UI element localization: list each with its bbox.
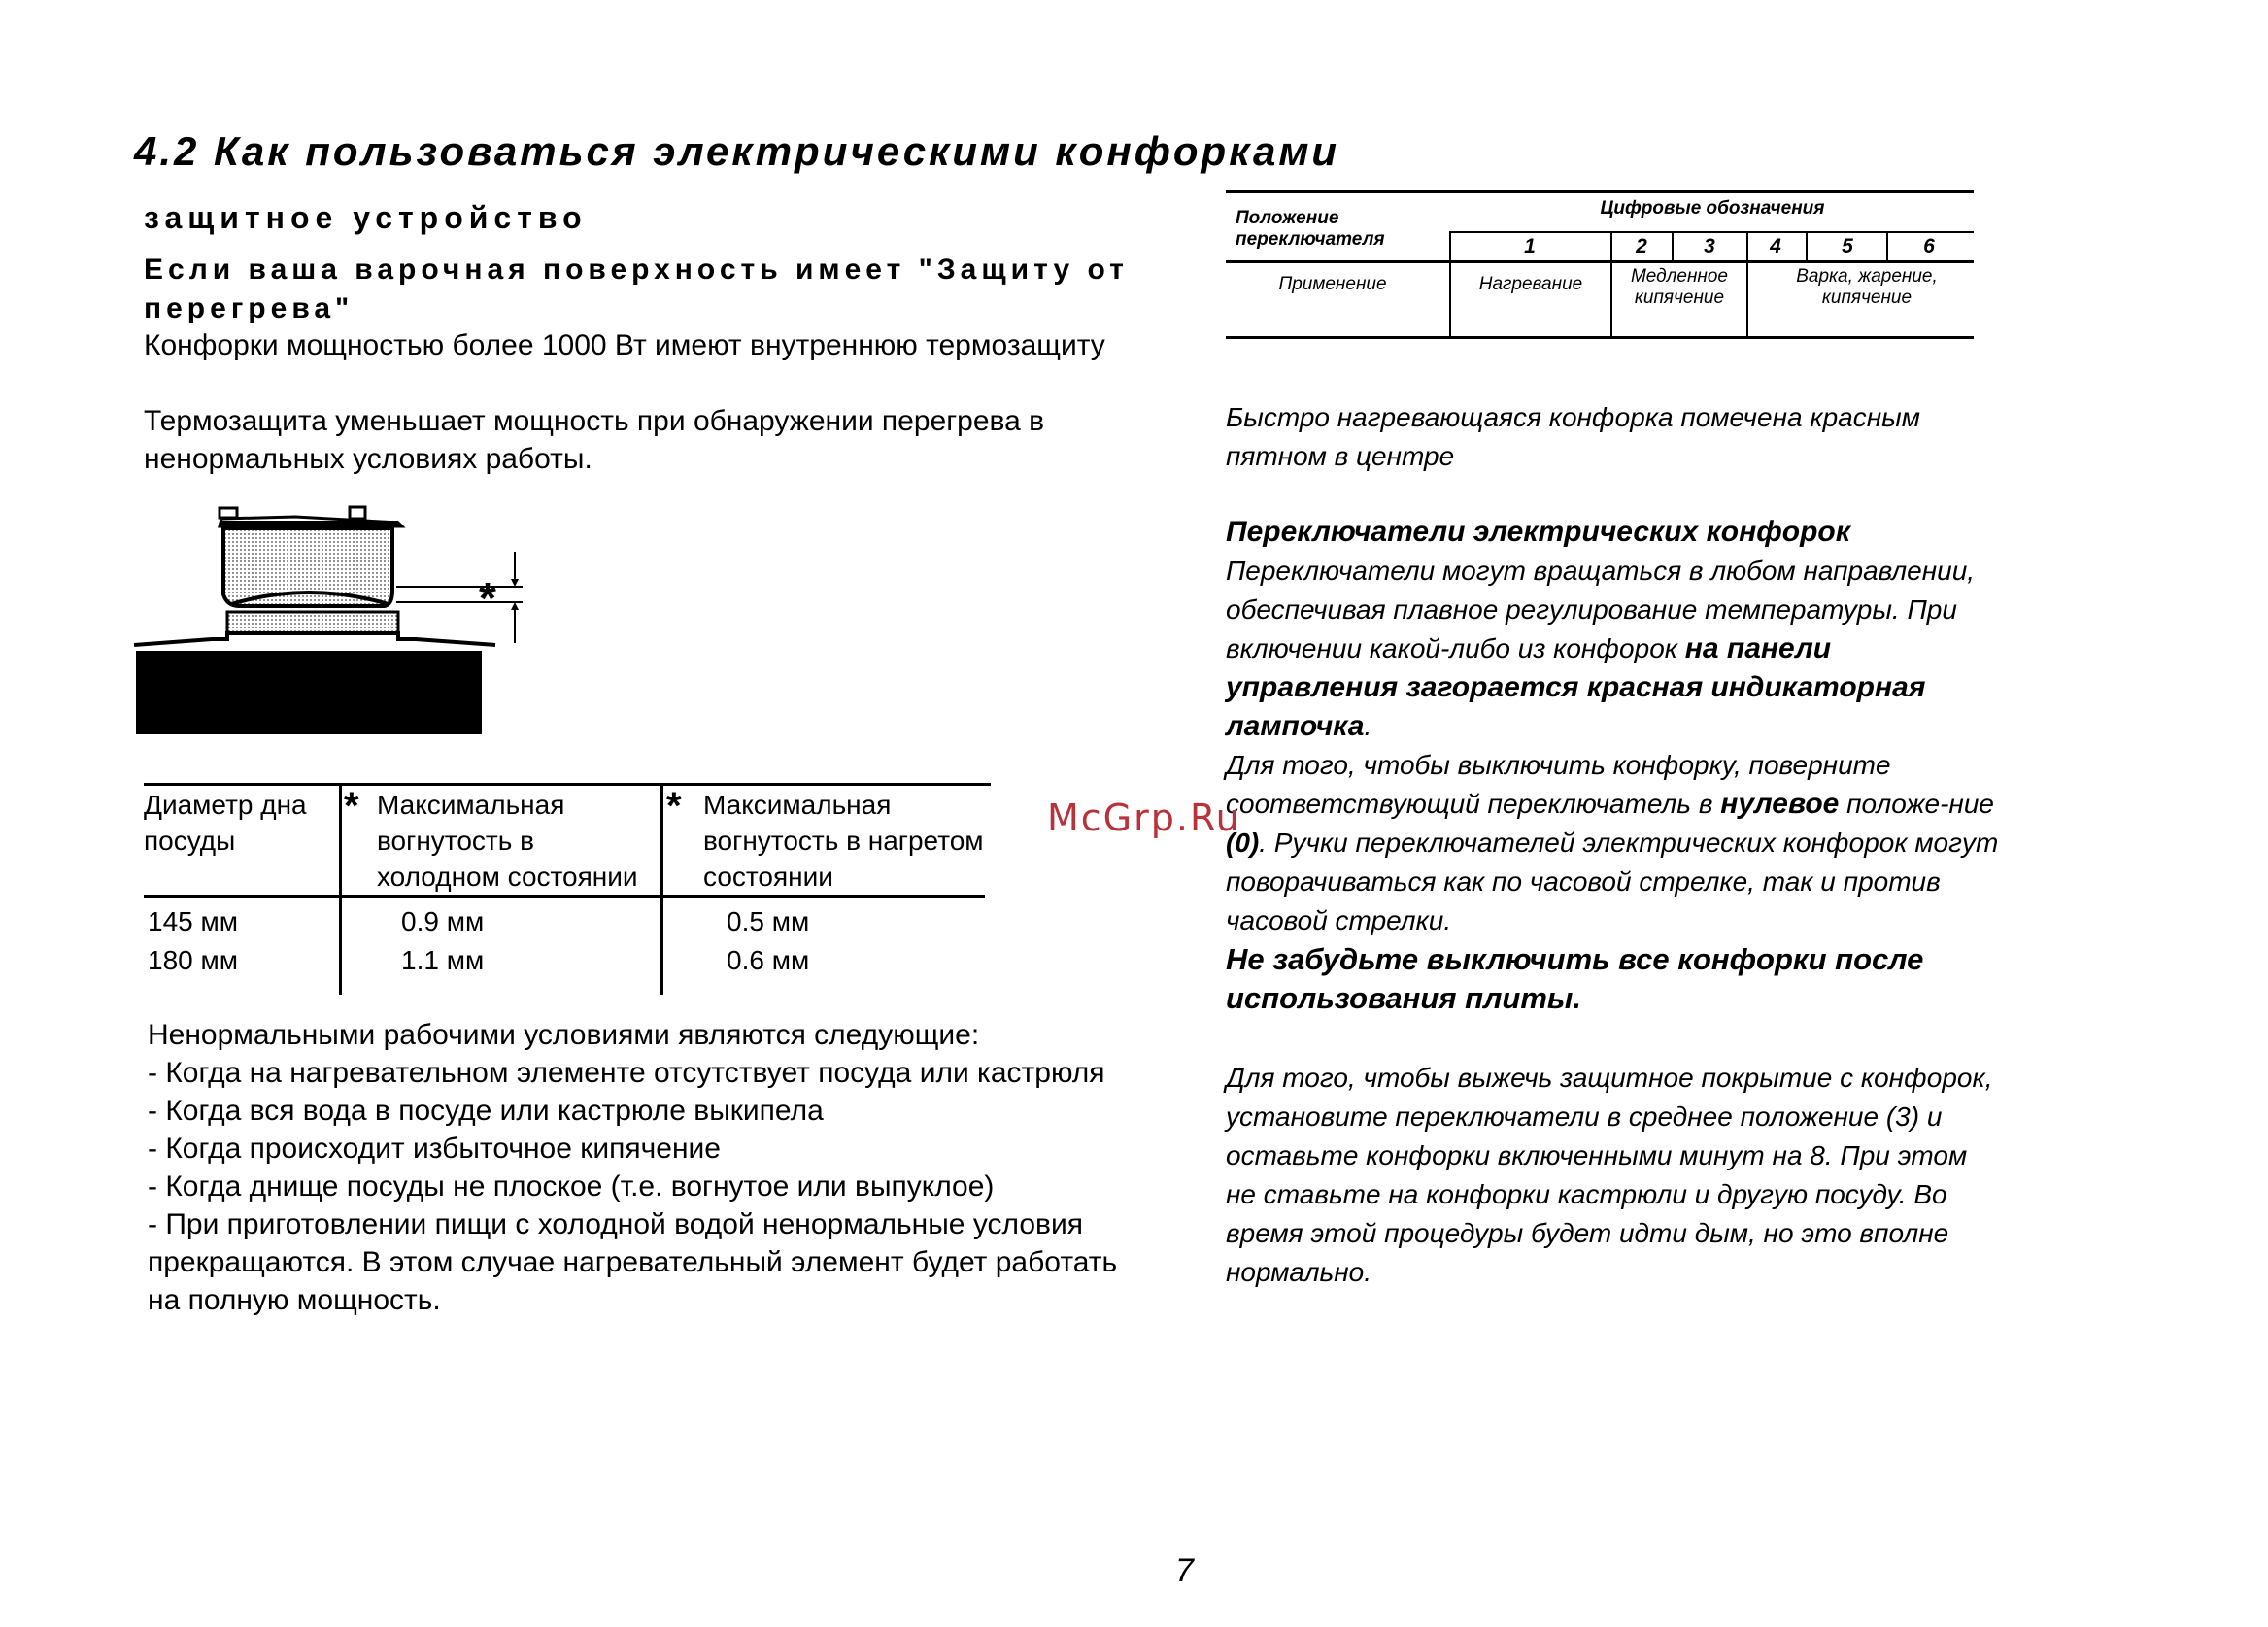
list-item: прекращаются. В этом случае нагревательный элемент будет работать	[148, 1246, 1118, 1278]
concavity-table	[144, 783, 991, 999]
star-icon: *	[344, 785, 359, 828]
section-question: Если ваша варочная поверхность имеет "Защиту от перегрева"	[144, 254, 1129, 324]
switch-number: 5	[1842, 235, 1853, 257]
page-title: 4.2 Как пользоваться электрическими конфорками	[134, 128, 1340, 174]
heating-value: Нагревание	[1478, 274, 1583, 294]
table-cell: 1.1 мм	[401, 945, 485, 975]
switch-paragraph-1: Переключатели могут вращаться в любом направлении, обеспечивая плавное регулирование температуры. При включении какой-либо из конфорок на панели управления загорается красная индикаторная лампочка.	[1226, 556, 1976, 742]
intro-paragraph-1: Конфорки мощностью более 1000 Вт имеют внутреннюю термозащиту	[144, 329, 1105, 361]
star-icon: *	[666, 785, 682, 828]
list-item: - Когда днище посуды не плоское (т.е. вогнутое или выпуклое)	[148, 1170, 995, 1203]
oven-block	[136, 651, 482, 734]
usage-label: Применение	[1278, 274, 1387, 294]
slow-boil-value: Медленное кипячение	[1630, 266, 1728, 308]
list-item: - Когда на нагревательном элементе отсутствует посуда или кастрюля	[148, 1057, 1105, 1089]
col-header-diameter: Диаметр дна посуды	[144, 790, 307, 856]
switch-number: 1	[1524, 235, 1536, 257]
watermark: McGrp.Ru	[1047, 797, 1241, 839]
table-cell: 180 мм	[148, 945, 238, 975]
concavity-star-icon: *	[479, 573, 496, 624]
pot-lid	[220, 508, 237, 518]
section-subtitle: защитное устройство	[144, 200, 588, 235]
switch-position-table	[1226, 190, 1974, 341]
position-label: Положение переключателя	[1236, 208, 1385, 250]
switch-paragraph-2: Для того, чтобы выключить конфорку, поверните соответствующий переключатель в нулевое положе-ние (0). Ручки переключателей электрических конфорок могут поворачиваться как по часовой стрелке, так и против часовой стрелки.	[1226, 750, 1999, 935]
list-item: - Когда происходит избыточное кипячение	[148, 1133, 721, 1165]
burn-in-paragraph: Для того, чтобы выжечь защитное покрытие с конфорок, установите переключатели в среднее положение (3) и оставьте конфорки включенными минут на 8. При этом не ставьте на конфорки кастрюли и другую посуду. Во время этой процедуры будет идти дым, но это вполне нормально.	[1226, 1063, 1993, 1287]
col-header-hot: Максимальная вогнутость в нагретом состоянии	[703, 790, 984, 892]
warning-text: Не забудьте выключить все конфорки после использования плиты.	[1226, 942, 1924, 1015]
list-item: на полную мощность.	[148, 1284, 441, 1316]
switch-number: 4	[1770, 235, 1781, 257]
digital-label: Цифровые обозначения	[1600, 198, 1825, 219]
table-cell: 0.9 мм	[401, 906, 485, 936]
burner-plate	[227, 612, 398, 633]
list-item: - При приготовлении пищи с холодной водой ненормальные условия	[148, 1208, 1083, 1240]
pot-on-hob-diagram	[134, 493, 532, 734]
list-intro: Ненормальными рабочими условиями являются следующие:	[148, 1019, 980, 1051]
hob-surface	[134, 633, 495, 645]
switch-number: 6	[1923, 235, 1935, 257]
col-header-cold: Максимальная вогнутость в холодном состоянии	[377, 790, 638, 892]
page-number: 7	[1175, 1552, 1194, 1589]
intro-paragraph-2: Термозащита уменьшает мощность при обнаружении перегрева в ненормальных условиях работы.	[144, 405, 1045, 475]
list-item: - Когда вся вода в посуде или кастрюле выкипела	[148, 1095, 824, 1127]
table-cell: 0.5 мм	[727, 906, 810, 936]
cooking-value: Варка, жарение, кипячение	[1796, 266, 1938, 308]
switch-number: 2	[1636, 235, 1647, 257]
abnormal-conditions	[148, 1016, 1168, 1319]
switch-heading: Переключатели электрических конфорок	[1226, 516, 1850, 548]
table-cell: 0.6 мм	[727, 945, 810, 975]
table-cell: 145 мм	[148, 906, 238, 936]
switch-number: 3	[1704, 235, 1715, 257]
fast-burner-note: Быстро нагревающаяся конфорка помечена красным пятном в центре	[1226, 402, 1920, 471]
